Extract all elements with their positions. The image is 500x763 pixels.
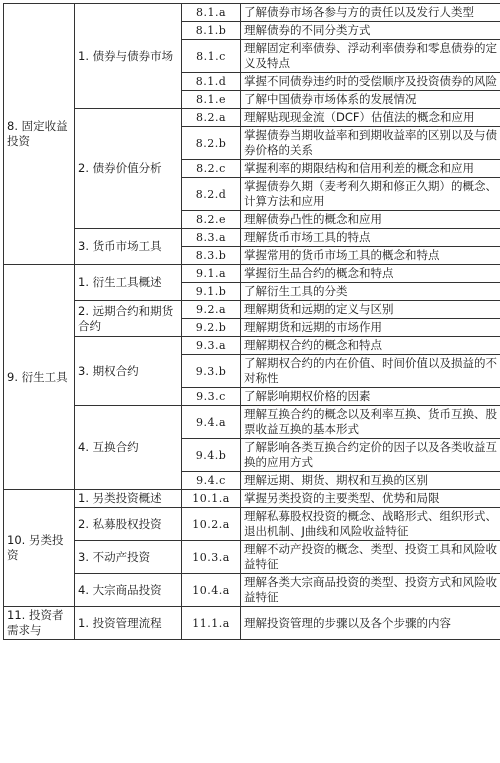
item-code: 9.1.b xyxy=(182,283,241,301)
item-description: 了解债券市场各参与方的责任以及发行人类型 xyxy=(241,4,500,22)
item-description: 理解各类大宗商品投资的类型、投资方式和风险收益特征 xyxy=(241,574,500,607)
item-description: 理解债券的不同分类方式 xyxy=(241,22,500,40)
item-description: 了解影响各类互换合约定价的因子以及各类收益互换的应用方式 xyxy=(241,439,500,472)
item-code: 11.1.a xyxy=(182,607,241,640)
item-code: 9.3.a xyxy=(182,337,241,355)
table-row xyxy=(4,490,500,508)
item-code: 9.4.a xyxy=(182,406,241,439)
item-description: 了解中国债券市场体系的发展情况 xyxy=(241,91,500,109)
topic-title: 4. 互换合约 xyxy=(75,406,182,490)
item-description: 掌握常用的货币市场工具的概念和特点 xyxy=(241,247,500,265)
item-code: 9.4.c xyxy=(182,472,241,490)
syllabus-table xyxy=(3,3,500,640)
item-description: 掌握另类投资的主要类型、优势和局限 xyxy=(241,490,500,508)
item-description: 理解互换合约的概念以及利率互换、货币互换、股票收益互换的基本形式 xyxy=(241,406,500,439)
item-code: 10.2.a xyxy=(182,508,241,541)
item-description: 理解货币市场工具的特点 xyxy=(241,229,500,247)
table-row xyxy=(4,229,500,247)
item-code: 8.1.b xyxy=(182,22,241,40)
item-code: 9.2.b xyxy=(182,319,241,337)
item-description: 理解贴现现金流（DCF）估值法的概念和应用 xyxy=(241,109,500,127)
item-description: 理解期货和远期的定义与区别 xyxy=(241,301,500,319)
item-code: 8.1.d xyxy=(182,73,241,91)
topic-title: 4. 大宗商品投资 xyxy=(75,574,182,607)
table-row xyxy=(4,337,500,355)
item-code: 8.1.e xyxy=(182,91,241,109)
item-code: 9.4.b xyxy=(182,439,241,472)
topic-title: 1. 另类投资概述 xyxy=(75,490,182,508)
table-row xyxy=(4,301,500,319)
table-row xyxy=(4,4,500,22)
item-code: 8.3.a xyxy=(182,229,241,247)
module-name: 11. 投资者需求与 xyxy=(4,607,75,640)
topic-title: 2. 债券价值分析 xyxy=(75,109,182,229)
item-description: 理解债券凸性的概念和应用 xyxy=(241,211,500,229)
item-description: 理解投资管理的步骤以及各个步骤的内容 xyxy=(241,607,500,640)
item-description: 理解期货和远期的市场作用 xyxy=(241,319,500,337)
item-description: 理解不动产投资的概念、类型、投资工具和风险收益特征 xyxy=(241,541,500,574)
topic-title: 1. 衍生工具概述 xyxy=(75,265,182,301)
topic-title: 3. 货币市场工具 xyxy=(75,229,182,265)
item-code: 10.3.a xyxy=(182,541,241,574)
item-description: 掌握债券当期收益率和到期收益率的区别以及与债券价格的关系 xyxy=(241,127,500,160)
table-row xyxy=(4,406,500,439)
module-name: 10. 另类投资 xyxy=(4,490,75,607)
item-code: 10.4.a xyxy=(182,574,241,607)
syllabus-table-body xyxy=(4,4,500,640)
table-row xyxy=(4,508,500,541)
item-code: 10.1.a xyxy=(182,490,241,508)
topic-title: 3. 不动产投资 xyxy=(75,541,182,574)
topic-title: 2. 私募股权投资 xyxy=(75,508,182,541)
item-description: 理解固定利率债券、浮动利率债券和零息债券的定义及特点 xyxy=(241,40,500,73)
item-code: 8.2.b xyxy=(182,127,241,160)
item-description: 了解影响期权价格的因素 xyxy=(241,388,500,406)
item-description: 了解期权合约的内在价值、时间价值以及损益的不对称性 xyxy=(241,355,500,388)
item-code: 8.2.d xyxy=(182,178,241,211)
item-code: 9.3.b xyxy=(182,355,241,388)
item-code: 8.3.b xyxy=(182,247,241,265)
module-name: 9. 衍生工具 xyxy=(4,265,75,490)
module-name: 8. 固定收益投资 xyxy=(4,4,75,265)
item-code: 9.3.c xyxy=(182,388,241,406)
item-description: 掌握利率的期限结构和信用利差的概念和应用 xyxy=(241,160,500,178)
table-row xyxy=(4,109,500,127)
item-description: 掌握不同债券违约时的受偿顺序及投资债券的风险 xyxy=(241,73,500,91)
item-description: 理解远期、期货、期权和互换的区别 xyxy=(241,472,500,490)
topic-title: 1. 投资管理流程 xyxy=(75,607,182,640)
topic-title: 2. 远期合约和期货合约 xyxy=(75,301,182,337)
item-description: 掌握衍生品合约的概念和特点 xyxy=(241,265,500,283)
table-row xyxy=(4,574,500,607)
item-code: 8.1.a xyxy=(182,4,241,22)
item-code: 8.2.c xyxy=(182,160,241,178)
item-code: 8.1.c xyxy=(182,40,241,73)
item-code: 9.2.a xyxy=(182,301,241,319)
table-row xyxy=(4,607,500,640)
item-description: 掌握债券久期（麦考利久期和修正久期）的概念、计算方法和应用 xyxy=(241,178,500,211)
item-description: 理解私募股权投资的概念、战略形式、组织形式、退出机制、J曲线和风险收益特征 xyxy=(241,508,500,541)
topic-title: 1. 债券与债券市场 xyxy=(75,4,182,109)
topic-title: 3. 期权合约 xyxy=(75,337,182,406)
item-code: 9.1.a xyxy=(182,265,241,283)
item-code: 8.2.a xyxy=(182,109,241,127)
item-code: 8.2.e xyxy=(182,211,241,229)
table-row xyxy=(4,265,500,283)
item-description: 理解期权合约的概念和特点 xyxy=(241,337,500,355)
item-description: 了解衍生工具的分类 xyxy=(241,283,500,301)
table-row xyxy=(4,541,500,574)
